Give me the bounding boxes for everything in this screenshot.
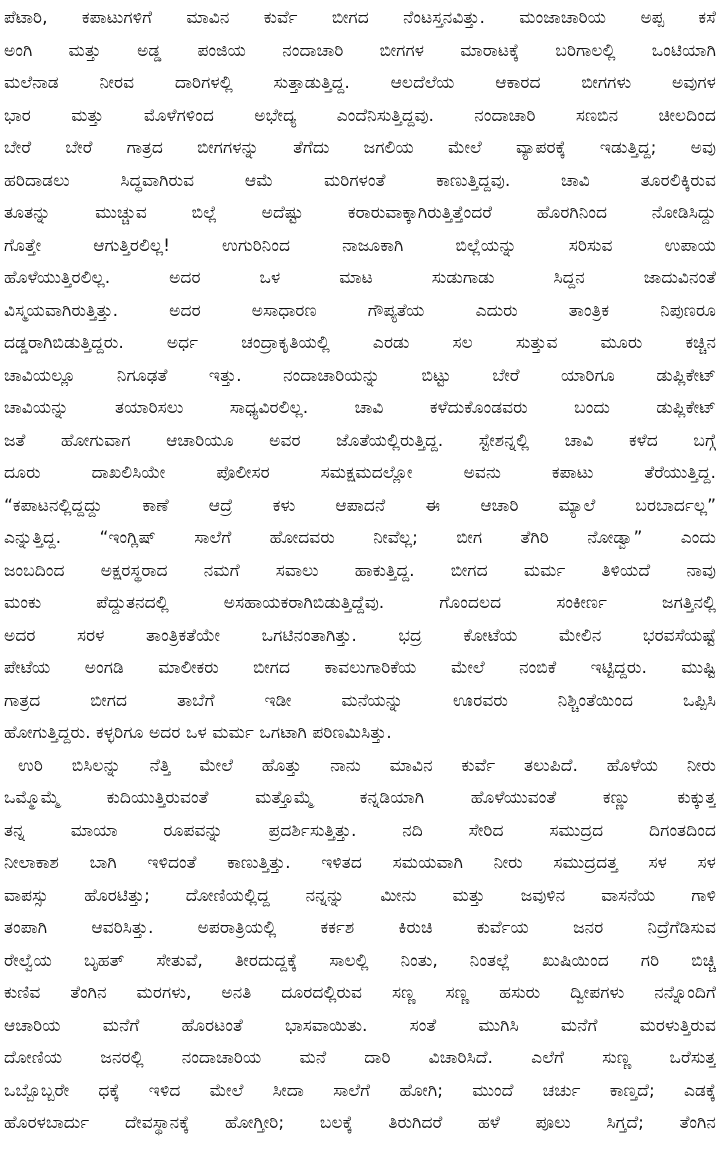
text-line: ಒಮ್ಮೊಮ್ಮೆ ಕುದಿಯುತ್ತಿರುವಂತೆ ಮತ್ತೊಮ್ಮೆ ಕನ್ನಡಿಯಾಗಿ ಹೊಳೆಯುವಂತೆ ಕಣ್ಣು ಕುಕ್ಕುತ್ತ (4, 788, 716, 808)
text-line: ಅಂಗಿ ಮತ್ತು ಅಡ್ಡ ಪಂಜಿಯ ನಂದಾಚಾರಿ ಬೀಗಗಳ ಮಾರಾಟಕ್ಕೆ ಬರಿಗಾಲಲ್ಲಿ ಒಂಟಿಯಾಗಿ (4, 40, 716, 61)
text-line: ಭಾರ ಮತ್ತು ಮೊಳೆಗಳಿಂದ ಅಭೇದ್ಯ ಎಂದೆನಿಸುತ್ತಿದ್ದವು. ನಂದಾಚಾರಿ ಸಣಬಿನ ಚೀಲದಿಂದ (4, 105, 716, 126)
text-line: ಪೆಟಾರಿ, ಕಪಾಟುಗಳಿಗೆ ಮಾವಿನ ಕುರ್ವೆ ಬೀಗದ ನೆಂಟಸ್ತನವಿತ್ತು. ಮಂಜಾಚಾರಿಯ ಅಪ್ಪ ಕಸೆ (4, 8, 716, 28)
text-line: ದೋಣಿಯ ಜನರಲ್ಲಿ ನಂದಾಚಾರಿಯ ಮನೆ ದಾರಿ ವಿಚಾರಿಸಿದೆ. ಎಲೆಗೆ ಸುಣ್ಣ ಒರೆಸುತ್ತ (4, 1048, 716, 1068)
text-line: ಬೇರೆ ಬೇರೆ ಗಾತ್ರದ ಬೀಗಗಳನ್ನು ತೆಗೆದು ಜಗಲಿಯ ಮೇಲೆ ವ್ಯಾಪರಕ್ಕೆ ಇಡುತ್ತಿದ್ದ; ಅವು (4, 138, 716, 158)
text-line: ತನ್ನ ಮಾಯಾ ರೂಪವನ್ನು ಪ್ರದರ್ಶಿಸುತ್ತಿತ್ತು. ನದಿ ಸೇರಿದ ಸಮುದ್ರದ ದಿಗಂತದಿಂದ (4, 820, 716, 841)
text-line: ಪೇಟೆಯ ಅಂಗಡಿ ಮಾಲೀಕರು ಬೀಗದ ಕಾವಲುಗಾರಿಕೆಯ ಮೇಲೆ ನಂಬಿಕೆ ಇಟ್ಟಿದ್ದರು. ಮುಷ್ಟಿ (4, 658, 716, 678)
text-line: ಗೊತ್ತೇ ಆಗುತ್ತಿರಲಿಲ್ಲ! ಉಗುರಿನಿಂದ ನಾಜೂಕಾಗಿ ಬಿಲ್ಲೆಯನ್ನು ಸರಿಸುವ ಉಪಾಯ (4, 235, 716, 256)
text-line: ಚಾವಿಯಲ್ಲೂ ನಿಗೂಢತೆ ಇತ್ತು. ನಂದಾಚಾರಿಯನ್ನು ಬಿಟ್ಟು ಬೇರೆ ಯಾರಿಗೂ ಡುಪ್ಲಿಕೇಟ್ (4, 365, 716, 386)
text-line: ಹರಿದಾಡಲು ಸಿದ್ಧವಾಗಿರುವ ಆಮೆ ಮರಿಗಳಂತೆ ಕಾಣುತ್ತಿದ್ದವು. ಚಾವಿ ತೂರಲಿಕ್ಕಿರುವ (4, 170, 716, 191)
text-line: ಆಚಾರಿಯ ಮನೆಗೆ ಹೊರಟಂತೆ ಭಾಸವಾಯಿತು. ಸಂತೆ ಮುಗಿಸಿ ಮನೆಗೆ ಮರಳುತ್ತಿರುವ (4, 1015, 716, 1036)
text-line: ವಾಪಸ್ಸು ಹೊರಟಿತ್ತು; ದೋಣಿಯಲ್ಲಿದ್ದ ನನ್ನನ್ನು ಮೀನು ಮತ್ತು ಜವುಳಿನ ವಾಸನೆಯ ಗಾಳಿ (4, 885, 716, 906)
paragraph-1 (4, 2, 716, 750)
text-line: ದೂರು ದಾಖಲಿಸಿಯೇ ಪೊಲೀಸರ ಸಮಕ್ಷಮದಲ್ಲೋ ಅವನು ಕಪಾಟು ತೆರೆಯುತ್ತಿದ್ದ. (4, 463, 716, 483)
text-line: ತಂಪಾಗಿ ಆವರಿಸಿತ್ತು. ಅಪರಾತ್ರಿಯಲ್ಲಿ ಕರ್ಕಶ ಕಿರುಚಿ ಕುರ್ವೆಯ ಜನರ ನಿದ್ರೆಗೆಡಿಸುವ (4, 918, 716, 938)
text-line: ಹೋಗುತ್ತಿದ್ದರು. ಕಳ್ಳರಿಗೂ ಅದರ ಒಳ ಮರ್ಮ ಒಗಟಾಗಿ ಪರಿಣಮಿಸಿತ್ತು. (4, 723, 392, 743)
text-line: “ಕಪಾಟನಲ್ಲಿದ್ದದ್ದು ಕಾಣೆ ಆದ್ರೆ ಕಳು ಆಪಾದನೆ ಈ ಆಚಾರಿ ಮ್ಯಾಲೆ ಬರಬಾರ್ದಲ್ಲ” (4, 495, 716, 516)
text-line: ಕುಣಿವ ತೆಂಗಿನ ಮರಗಳು, ಅನತಿ ದೂರದಲ್ಲಿರುವ ಸಣ್ಣ ಸಣ್ಣ ಹಸುರು ದ್ವೀಪಗಳು ನನ್ನೊಂದಿಗೆ (4, 983, 716, 1003)
text-line: ಎನ್ನುತ್ತಿದ್ದ. “ಇಂಗ್ಲಿಷ್ ಸಾಲೆಗೆ ಹೋದವರು ನೀವೆಲ್ಲ; ಬೀಗ ತೆಗಿರಿ ನೋಡ್ವಾ” ಎಂದು (4, 528, 716, 548)
text-line: ಒಬ್ಬೊಬ್ಬರೇ ಧಕ್ಕೆ ಇಳಿದ ಮೇಲೆ ಸೀದಾ ಸಾಲೆಗೆ ಹೋಗಿ; ಮುಂದೆ ಚರ್ಚು ಕಾಣ್ತದೆ; ಎಡಕ್ಕೆ (4, 1080, 716, 1101)
text-line: ಚಾವಿಯನ್ನು ತಯಾರಿಸಲು ಸಾಧ್ಯವಿರಲಿಲ್ಲ. ಚಾವಿ ಕಳೆದುಕೊಂಡವರು ಬಂದು ಡುಪ್ಲಿಕೇಟ್ (4, 398, 716, 418)
text-line: ವಿಸ್ಮಯವಾಗಿರುತ್ತಿತ್ತು. ಅದರ ಅಸಾಧಾರಣ ಗೌಪ್ಯತೆಯ ಎದುರು ತಾಂತ್ರಿಕ ನಿಪುಣರೂ (4, 300, 716, 321)
text-line: ಜತೆ ಹೋಗುವಾಗ ಆಚಾರಿಯೂ ಅವರ ಜೊತೆಯಲ್ಲಿರುತ್ತಿದ್ದ. ಸ್ಟೇಶನ್ನಲ್ಲಿ ಚಾವಿ ಕಳೆದ ಬಗ್ಗೆ (4, 430, 716, 451)
text-line: ತೂತನ್ನು ಮುಚ್ಚುವ ಬಿಲ್ಲೆ ಅದೆಷ್ಟು ಕರಾರುವಾಕ್ಕಾಗಿರುತ್ತಿತ್ತೆಂದರೆ ಹೊರಗಿನಿಂದ ನೋಡಿಸಿದ್ದು (4, 203, 716, 223)
text-line: ನೀಲಾಕಾಶ ಬಾಗಿ ಇಳಿದಂತೆ ಕಾಣುತ್ತಿತ್ತು. ಇಳಿತದ ಸಮಯವಾಗಿ ನೀರು ಸಮುದ್ರದತ್ತ ಸಳ ಸಳ (4, 853, 716, 873)
text-line: ಜಂಬದಿಂದ ಅಕ್ಷರಸ್ಥರಾದ ನಮಗೆ ಸವಾಲು ಹಾಕುತ್ತಿದ್ದ. ಬೀಗದ ಮರ್ಮ ತಿಳಿಯದೆ ನಾವು (4, 560, 716, 581)
text-line: ಗಾತ್ರದ ಬೀಗದ ತಾಬೆಗೆ ಇಡೀ ಮನೆಯನ್ನು ಊರವರು ನಿಶ್ಚಿಂತೆಯಿಂದ ಒಪ್ಪಿಸಿ (4, 690, 716, 711)
text-line: ಹೊಳೆಯುತ್ತಿರಲಿಲ್ಲ. ಅದರ ಒಳ ಮಾಟ ಸುಡುಗಾಡು ಸಿದ್ದನ ಜಾದುವಿನಂತೆ (4, 268, 716, 288)
text-line: ಮಲೆನಾಡ ನೀರವ ದಾರಿಗಳಲ್ಲಿ ಸುತ್ತಾಡುತ್ತಿದ್ದ. ಆಲದೆಲೆಯ ಆಕಾರದ ಬೀಗಗಳು ಅವುಗಳ (4, 73, 716, 93)
text-line: ರೇಲ್ವೆಯ ಬೃಹತ್ ಸೇತುವೆ, ತೀರದುದ್ದಕ್ಕೆ ಸಾಲಲ್ಲಿ ನಿಂತು, ನಿಂತಲ್ಲೆ ಖುಷಿಯಿಂದ ಗರಿ ಬಿಚ್ಚಿ (4, 950, 716, 971)
text-line: ಹೊರಳಬಾರ್ದು ದೇವಸ್ಥಾನಕ್ಕೆ ಹೋಗ್ತೀರಿ; ಬಲಕ್ಕೆ ತಿರುಗಿದರೆ ಹಳೆ ಪೂಲು ಸಿಗ್ತದೆ; ತೆಂಗಿನ (4, 1113, 716, 1133)
text-line: ಅದರ ಸರಳ ತಾಂತ್ರಿಕತೆಯೇ ಒಗಟಿನಂತಾಗಿತ್ತು. ಭದ್ರ ಕೋಟೆಯ ಮೇಲಿನ ಭರವಸೆಯಷ್ಟೆ (4, 625, 716, 646)
text-line: ದಡ್ಡರಾಗಿಬಿಡುತ್ತಿದ್ದರು. ಅರ್ಧ ಚಂದ್ರಾಕೃತಿಯಲ್ಲಿ ಎರಡು ಸಲ ಸುತ್ತುವ ಮೂರು ಕಚ್ಚಿನ (4, 333, 716, 353)
paragraph-2 (4, 750, 716, 1140)
text-line: ಮಂಕು ಪೆದ್ದುತನದಲ್ಲಿ ಅಸಹಾಯಕರಾಗಿಬಿಡುತ್ತಿದ್ದೆವು. ಗೊಂದಲದ ಸಂಕೀರ್ಣ ಜಗತ್ತಿನಲ್ಲಿ (4, 593, 716, 613)
text-line: ಉರಿ ಬಿಸಿಲನ್ನು ನೆತ್ತಿ ಮೇಲೆ ಹೊತ್ತು ನಾನು ಮಾವಿನ ಕುರ್ವೆ ತಲುಪಿದೆ. ಹೊಳೆಯ ನೀರು (18, 755, 716, 776)
